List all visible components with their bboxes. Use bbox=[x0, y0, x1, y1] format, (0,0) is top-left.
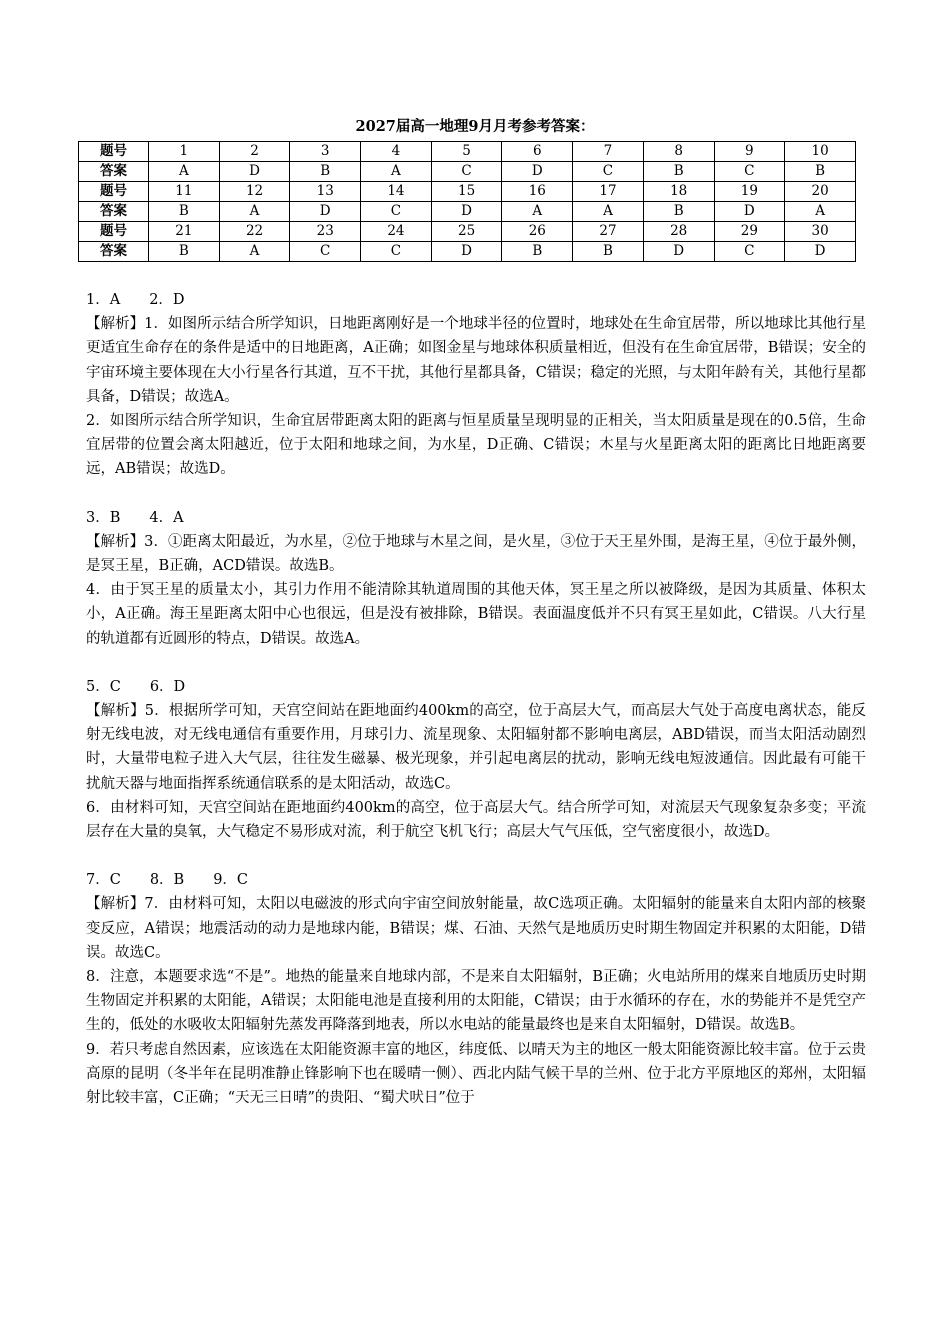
table-cell: 15 bbox=[431, 182, 502, 202]
answer-line: 1．A 2．D bbox=[86, 292, 185, 308]
section-gap bbox=[86, 844, 866, 868]
table-cell: B bbox=[149, 202, 220, 222]
table-cell: B bbox=[643, 162, 714, 182]
table-cell: A bbox=[502, 202, 573, 222]
table-cell: 3 bbox=[290, 142, 361, 162]
explanation-paragraph: 9．若只考虑自然因素，应该选在太阳能资源丰富的地区，纬度低、以晴天为主的地区一般太阳能资源比较丰富。位于云贵高原的昆明（冬半年在昆明准静止锋影响下也在暖晴一侧）、西北内陆气候干旱的兰州、位于北方平原地区的郑州，太阳辐射比较丰富，C正确；“天无三日晴”的贵阳、“蜀犬吠日”位于 bbox=[86, 1041, 866, 1107]
table-cell: A bbox=[219, 202, 290, 222]
table-cell: D bbox=[785, 242, 856, 262]
table-cell: 26 bbox=[502, 222, 573, 242]
explanation-paragraph: 4．由于冥王星的质量太小，其引力作用不能清除其轨道周围的其他天体，冥王星之所以被降级，是因为其质量、体积太小，A正确。海王星距离太阳中心也很远，但是没有被排除，B错误。表面温度低并不只有冥王星如此，C错误。八大行星的轨道都有近圆形的特点，D错误。故选A。 bbox=[86, 582, 866, 647]
table-cell: D bbox=[502, 162, 573, 182]
row-label: 答案 bbox=[79, 162, 149, 182]
explanation-paragraph: 6．由材料可知，天宫空间站在距地面约400km的高空，位于高层大气。结合所学可知，对流层天气现象复杂多变；平流层存在大量的臭氧，大气稳定不易形成对流，利于航空飞机飞行；高层大气气压低，空气密度很小，故选D。 bbox=[86, 799, 866, 841]
table-cell: 25 bbox=[431, 222, 502, 242]
table-cell: B bbox=[785, 162, 856, 182]
table-cell: 9 bbox=[714, 142, 785, 162]
answer-line: 3．B 4．A bbox=[86, 509, 184, 526]
table-cell: 7 bbox=[573, 142, 644, 162]
table-row bbox=[79, 222, 856, 242]
table-row bbox=[79, 182, 856, 202]
answer-line: 7．C 8．B 9．C bbox=[86, 872, 249, 889]
table-cell: 18 bbox=[643, 182, 714, 202]
table-cell: 5 bbox=[431, 142, 502, 162]
section-gap bbox=[86, 482, 866, 506]
section-gap bbox=[86, 651, 866, 675]
table-cell: C bbox=[573, 162, 644, 182]
explanation-paragraph: 【解析】1．如图所示结合所学知识，日地距离刚好是一个地球半径的位置时，地球处在生命宜居带，所以地球比其他行星更适宜生命存在的条件是适中的日地距离，A正确；如图金星与地球体积质量相近，但没有在生命宜居带，B错误；安全的宇宙环境主要体现在大小行星各行其道，互不干扰，其他行星都具备，C错误；稳定的光照，与太阳年龄有关，其他行星都具备，D错误；故选A。 bbox=[86, 316, 866, 405]
row-label: 答案 bbox=[79, 242, 149, 262]
table-cell: 21 bbox=[149, 222, 220, 242]
table-cell: 12 bbox=[219, 182, 290, 202]
explanation-paragraph: 【解析】7．由材料可知，太阳以电磁波的形式向宇宙空间放射能量，故C选项正确。太阳辐射的能量来自太阳内部的核聚变反应，A错误；地震活动的动力是地球内能，B错误；煤、石油、天然气是地质历史时期生物固定并积累的太阳能，D错误。故选C。 bbox=[86, 896, 866, 961]
table-cell: 2 bbox=[219, 142, 290, 162]
table-cell: 24 bbox=[361, 222, 432, 242]
table-row bbox=[79, 242, 856, 262]
table-cell: B bbox=[149, 242, 220, 262]
table-cell: C bbox=[714, 162, 785, 182]
table-cell: A bbox=[219, 242, 290, 262]
table-cell: C bbox=[361, 242, 432, 262]
explanation-content bbox=[86, 288, 866, 1110]
table-cell: C bbox=[290, 242, 361, 262]
table-cell: D bbox=[290, 202, 361, 222]
table-cell: 6 bbox=[502, 142, 573, 162]
table-cell: B bbox=[290, 162, 361, 182]
table-cell: C bbox=[714, 242, 785, 262]
table-cell: 23 bbox=[290, 222, 361, 242]
table-cell: A bbox=[573, 202, 644, 222]
table-cell: C bbox=[361, 202, 432, 222]
row-label: 答案 bbox=[79, 202, 149, 222]
table-cell: 30 bbox=[785, 222, 856, 242]
table-cell: A bbox=[785, 202, 856, 222]
table-cell: B bbox=[643, 202, 714, 222]
explanation-paragraph: 8．注意，本题要求选“不是”。地热的能量来自地球内部，不是来自太阳辐射，B正确；火电站所用的煤来自地质历史时期生物固定并积累的太阳能，A错误；太阳能电池是直接利用的太阳能，C错误；由于水循环的存在，水的势能并不是凭空产生的，低处的水吸收太阳辐射先蒸发再降落到地表，所以水电站的能量最终也是来自太阳辐射，D错误。故选B。 bbox=[86, 969, 866, 1034]
table-cell: 29 bbox=[714, 222, 785, 242]
table-cell: B bbox=[573, 242, 644, 262]
table-cell: 27 bbox=[573, 222, 644, 242]
table-cell: A bbox=[149, 162, 220, 182]
table-cell: 4 bbox=[361, 142, 432, 162]
table-cell: D bbox=[714, 202, 785, 222]
table-cell: 16 bbox=[502, 182, 573, 202]
explanation-paragraph: 2．如图所示结合所学知识，生命宜居带距离太阳的距离与恒星质量呈现明显的正相关，当太阳质量是现在的0.5倍，生命宜居带的位置会离太阳越近，位于太阳和地球之间，为水星，D正确、C错误；木星与火星距离太阳的距离比日地距离要远，AB错误；故选D。 bbox=[86, 413, 866, 478]
table-cell: 13 bbox=[290, 182, 361, 202]
table-cell: 11 bbox=[149, 182, 220, 202]
explanation-paragraph: 【解析】3．①距离太阳最近，为水星，②位于地球与木星之间，是火星，③位于天王星外围，是海王星，④位于最外侧，是冥王星，B正确，ACD错误。故选B。 bbox=[86, 533, 866, 575]
answer-table bbox=[78, 141, 856, 262]
answer-line: 5．C 6．D bbox=[86, 678, 186, 695]
row-label: 题号 bbox=[79, 142, 149, 162]
table-cell: 14 bbox=[361, 182, 432, 202]
row-label: 题号 bbox=[79, 182, 149, 202]
table-cell: C bbox=[431, 162, 502, 182]
table-cell: 20 bbox=[785, 182, 856, 202]
table-row bbox=[79, 202, 856, 222]
table-cell: D bbox=[643, 242, 714, 262]
table-cell: 8 bbox=[643, 142, 714, 162]
table-cell: B bbox=[502, 242, 573, 262]
table-cell: 28 bbox=[643, 222, 714, 242]
table-cell: D bbox=[431, 242, 502, 262]
table-cell: D bbox=[431, 202, 502, 222]
table-cell: A bbox=[361, 162, 432, 182]
table-cell: 17 bbox=[573, 182, 644, 202]
table-cell: 19 bbox=[714, 182, 785, 202]
table-cell: 1 bbox=[149, 142, 220, 162]
row-label: 题号 bbox=[79, 222, 149, 242]
table-cell: 10 bbox=[785, 142, 856, 162]
table-cell: D bbox=[219, 162, 290, 182]
page-title: 2027届高一地理9月月考参考答案： bbox=[355, 118, 595, 135]
explanation-paragraph: 【解析】5．根据所学可知，天宫空间站在距地面约400km的高空，位于高层大气，而高层大气处于高度电离状态，能反射无线电波，对无线电通信有重要作用，月球引力、流星现象、太阳辐射都不影响电离层，ABD错误，而当太阳活动剧烈时，大量带电粒子进入大气层，往往发生磁暴、极光现象，并引起电离层的扰动，影响无线电短波通信。因此最有可能干扰航天器与地面指挥系统通信联系的是太阳活动，故选C。 bbox=[86, 703, 866, 792]
table-row bbox=[79, 162, 856, 182]
table-cell: 22 bbox=[219, 222, 290, 242]
table-row bbox=[79, 142, 856, 162]
